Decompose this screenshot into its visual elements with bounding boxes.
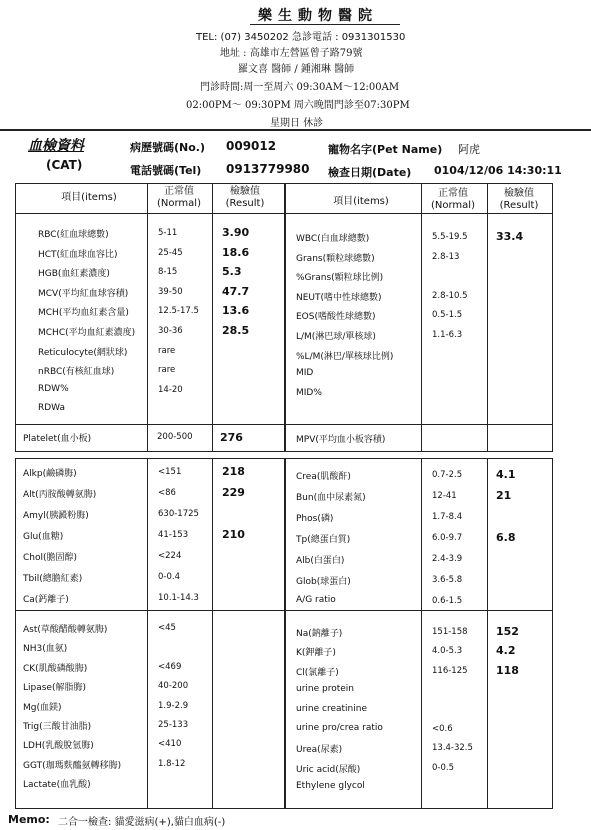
s2-v5	[487, 458, 488, 809]
row-normal-range: 40-200	[158, 681, 189, 692]
row-item-name: %Grans(顆粒球比例)	[296, 273, 384, 284]
row-normal-range: 151-158	[432, 627, 468, 637]
col-result-right-zh: 檢驗值	[504, 188, 534, 199]
row-normal-range: 13.4-32.5	[432, 743, 473, 754]
clinic-address: 地址 : 高雄市左營區曾子路79號	[220, 48, 363, 59]
date-value: 0104/12/06 14:30:11	[434, 164, 562, 177]
col-normal-left-en: (Normal)	[157, 198, 201, 209]
col-normal-left-zh: 正常值	[164, 186, 194, 197]
row-item-name: WBC(白血球總數)	[296, 234, 370, 244]
species: (CAT)	[46, 158, 83, 172]
row-item-name: EOS(嗜酸性球總數)	[296, 312, 376, 323]
row-normal-range: rare	[158, 365, 176, 376]
row-item-name: LDH(乳酸脫氫脢)	[23, 741, 94, 752]
row-item-name: Trig(三酸甘油脂)	[23, 722, 92, 732]
s2-v2	[212, 458, 213, 809]
row-normal-range: 12.5-17.5	[158, 306, 199, 317]
row-item-name: Alkp(鹼磷脢)	[23, 469, 77, 479]
clinic-hours-1: 門診時間:周一至周六 09:30AM～12:00AM	[200, 82, 400, 93]
memo-label: Memo:	[8, 813, 50, 826]
s1-v2	[212, 183, 213, 452]
row-item-name: NH3(血氨)	[23, 644, 68, 655]
col-result-left-en: (Result)	[225, 198, 265, 209]
s1-v3	[284, 183, 286, 452]
row-item-name: Tbil(總膽紅素)	[23, 574, 83, 584]
header-divider	[0, 129, 591, 131]
row-result-value: 210	[222, 528, 245, 541]
row-item-name: nRBC(有核紅血球)	[38, 367, 115, 378]
row-item-name: Phos(磷)	[296, 514, 334, 524]
row-result-value: 28.5	[222, 324, 250, 337]
row-item-name: A/G ratio	[296, 595, 336, 605]
row-result-value: 229	[222, 486, 245, 499]
row-normal-range: <224	[158, 551, 182, 561]
row-item-name: Lactate(血乳酸)	[23, 780, 91, 791]
tel-value: 0913779980	[226, 162, 310, 176]
row-item-name: CK(肌酸磷酸脢)	[23, 663, 88, 674]
row-result-value: 3.90	[222, 226, 250, 239]
record-value: 009012	[226, 139, 277, 153]
row-result-value: 4.2	[496, 644, 516, 658]
row-item-name: Tp(總蛋白質)	[296, 535, 351, 545]
row-item-name: Glob(球蛋白)	[296, 577, 351, 587]
row-result-value: 4.1	[496, 468, 516, 481]
row-normal-range: 1.1-6.3	[432, 330, 463, 340]
row-item-name: MCHC(平均血紅素濃度)	[38, 328, 136, 338]
mpv-name: MPV(平均血小板容積)	[296, 435, 386, 445]
row-normal-range: 39-50	[158, 286, 183, 297]
row-item-name: Urea(尿素)	[296, 745, 343, 756]
s1-v5	[487, 183, 488, 452]
row-item-name: MCV(平均紅血球容積)	[38, 288, 129, 299]
row-item-name: %L/M(淋巴/單核球比例)	[296, 351, 394, 362]
clinic-name: 樂生動物醫院	[258, 8, 378, 24]
row-normal-range: 2.8-13	[432, 251, 460, 262]
col-result-left-zh: 檢驗值	[230, 186, 260, 197]
row-normal-range: 14-20	[158, 384, 183, 395]
row-normal-range: 0.7-2.5	[432, 470, 463, 480]
row-normal-range: 2.4-3.9	[432, 554, 463, 564]
row-normal-range: 0.6-1.5	[432, 596, 463, 606]
row-normal-range: 8-15	[158, 267, 178, 278]
row-item-name: MCH(平均血紅素含量)	[38, 308, 129, 319]
row-item-name: L/M(淋巴球/單核球)	[296, 332, 376, 342]
row-normal-range: <45	[158, 623, 176, 633]
row-normal-range: 0-0.5	[432, 762, 454, 773]
row-item-name: HCT(紅血球血容比)	[38, 249, 118, 260]
col-normal-right-zh: 正常值	[438, 188, 468, 199]
row-normal-range: 6.0-9.7	[432, 533, 463, 543]
row-normal-range: <151	[158, 467, 182, 477]
row-normal-range: 41-153	[158, 530, 189, 540]
pet-label: 寵物名字(Pet Name)	[328, 143, 443, 156]
clinic-doctors: 羅文喜 醫師 / 鍾湘琳 醫師	[238, 64, 355, 75]
row-item-name: Glu(血糖)	[23, 532, 64, 542]
row-result-value: 33.4	[496, 230, 524, 243]
clinic-hours-2: 02:00PM～ 09:30PM 周六晚間門診至07:30PM	[186, 100, 410, 111]
row-normal-range: 5.5-19.5	[432, 232, 468, 242]
row-item-name: Ast(草酸醋酸轉氨脢)	[23, 625, 108, 635]
row-item-name: Uric acid(尿酸)	[296, 764, 361, 775]
row-item-name: Reticulocyte(網狀球)	[38, 347, 128, 358]
row-item-name: NEUT(嗜中性球總數)	[296, 292, 382, 303]
row-normal-range: 0.5-1.5	[432, 310, 463, 321]
platelet-result: 276	[220, 431, 243, 444]
row-normal-range: 1.7-8.4	[432, 512, 463, 522]
row-normal-range: 630-1725	[158, 509, 199, 519]
row-normal-range: rare	[158, 345, 176, 356]
col-items-right: 項目(items)	[333, 196, 389, 207]
clinic-hours-3: 星期日 休診	[270, 118, 324, 129]
row-normal-range: 2.8-10.5	[432, 290, 468, 301]
row-item-name: MID%	[296, 387, 322, 398]
row-item-name: Ca(鈣離子)	[23, 595, 69, 605]
row-normal-range: <0.6	[432, 724, 453, 734]
date-label: 檢查日期(Date)	[328, 166, 412, 179]
row-normal-range: 30-36	[158, 326, 183, 336]
s2-v3	[284, 458, 286, 809]
row-item-name: urine creatinine	[296, 703, 367, 714]
row-result-value: 21	[496, 489, 512, 502]
row-item-name: Mg(血鎂)	[23, 702, 62, 713]
row-normal-range: 1.8-12	[158, 758, 186, 769]
s1-v1	[147, 183, 148, 452]
row-item-name: Cl(氯離子)	[296, 667, 339, 678]
platelet-normal: 200-500	[157, 432, 193, 442]
platelet-name: Platelet(血小板)	[23, 434, 92, 444]
row-item-name: K(鉀離子)	[296, 648, 336, 659]
row-item-name: Bun(血中尿素氮)	[296, 493, 366, 503]
row-result-value: 47.7	[222, 284, 250, 298]
memo-text: 二合一檢查: 貓愛滋病(+),貓白血病(-)	[58, 817, 226, 828]
row-normal-range: 25-45	[158, 247, 183, 258]
row-item-name: Alb(白蛋白)	[296, 556, 345, 566]
row-normal-range: 25-133	[158, 720, 189, 730]
clinic-phone: TEL: (07) 3450202 急診電話 : 0931301530	[196, 32, 406, 43]
row-normal-range: 1.9-2.9	[158, 700, 189, 711]
row-item-name: RBC(紅血球總數)	[38, 230, 109, 240]
col-items-left: 項目(items)	[61, 192, 117, 203]
row-normal-range: <469	[158, 661, 182, 672]
row-item-name: Lipase(解脂脢)	[23, 683, 86, 694]
row-item-name: urine pro/crea ratio	[296, 723, 383, 733]
row-item-name: HGB(血紅素濃度)	[38, 269, 110, 280]
row-normal-range: 116-125	[432, 665, 468, 676]
row-result-value: 5.3	[222, 265, 242, 279]
tel-label: 電話號碼(Tel)	[130, 164, 202, 177]
row-item-name: Grans(顆粒球總數)	[296, 253, 375, 264]
row-result-value: 118	[496, 663, 519, 677]
row-item-name: RDWa	[38, 403, 66, 414]
row-normal-range: 3.6-5.8	[432, 575, 463, 585]
s1-v4	[421, 183, 422, 452]
record-label: 病歷號碼(No.)	[130, 141, 205, 154]
col-normal-right-en: (Normal)	[431, 200, 475, 211]
row-item-name: Amyl(胰澱粉脢)	[23, 511, 89, 521]
row-item-name: Na(鈉離子)	[296, 629, 343, 639]
row-normal-range: 10.1-14.3	[158, 593, 199, 603]
row-item-name: urine protein	[296, 684, 354, 695]
report-title: 血檢資料	[28, 138, 84, 154]
row-normal-range: <410	[158, 739, 182, 750]
row-result-value: 218	[222, 465, 245, 478]
col-result-right-en: (Result)	[499, 200, 539, 211]
row-item-name: RDW%	[38, 383, 69, 394]
clinic-name-underline	[250, 24, 400, 25]
s2-v4	[421, 458, 422, 809]
row-item-name: MID	[296, 368, 314, 379]
row-item-name: Chol(膽固醇)	[23, 553, 78, 563]
row-result-value: 152	[496, 625, 519, 638]
row-normal-range: 5-11	[158, 228, 178, 238]
row-item-name: Ethylene glycol	[296, 781, 365, 792]
row-normal-range: <86	[158, 488, 176, 498]
pet-value: 阿虎	[458, 143, 480, 156]
row-item-name: Crea(肌酸酐)	[296, 472, 351, 482]
row-item-name: Alt(丙胺酸轉氨脢)	[23, 490, 97, 500]
row-normal-range: 12-41	[432, 491, 457, 501]
row-result-value: 18.6	[222, 245, 250, 259]
row-item-name: GGT(珈瑪麩醯氨轉移脢)	[23, 760, 122, 771]
s2-v1	[147, 458, 148, 809]
row-normal-range: 4.0-5.3	[432, 646, 463, 657]
row-result-value: 13.6	[222, 304, 250, 318]
row-result-value: 6.8	[496, 531, 516, 544]
row-normal-range: 0-0.4	[158, 572, 180, 582]
